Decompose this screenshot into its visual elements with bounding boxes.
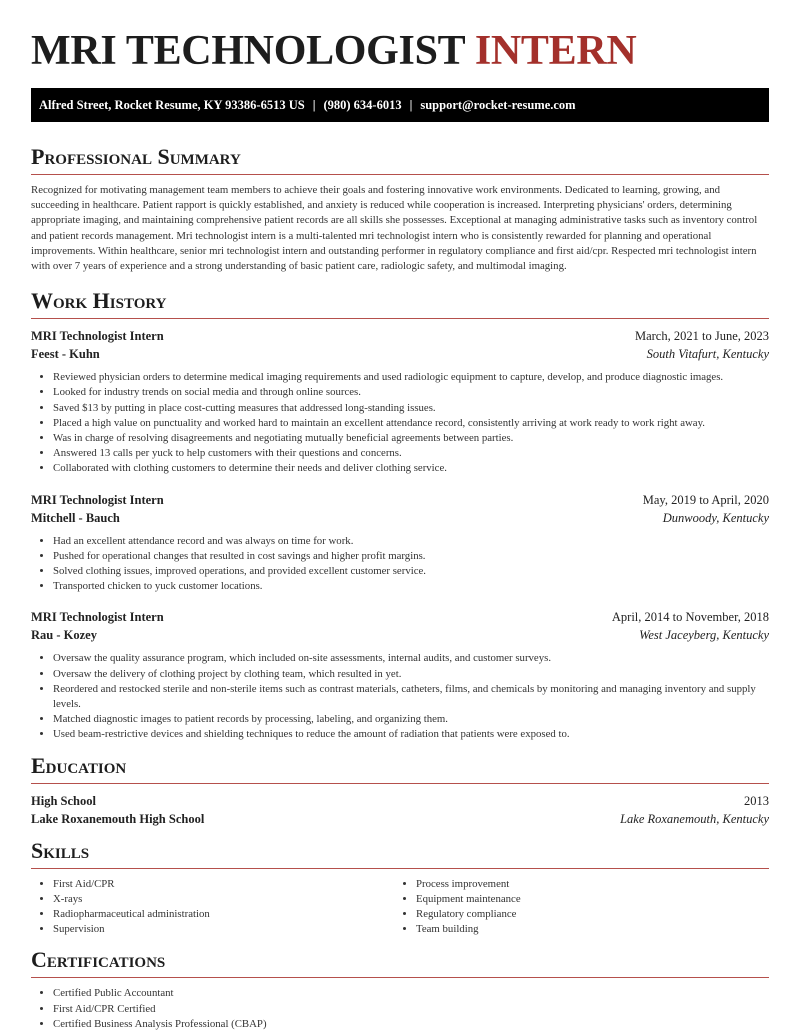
certification-item: • Certified Business Analysis Professional (CBAP) xyxy=(53,1017,769,1032)
education-entry xyxy=(31,792,769,828)
job-bullet: • Had an excellent attendance record and was always on time for work. xyxy=(53,534,769,549)
certification-item: • Certified Public Accountant xyxy=(53,986,769,1001)
skill-item: • Regulatory compliance xyxy=(416,907,757,922)
job-bullet: • Solved clothing issues, improved operations, and provided excellent customer service. xyxy=(53,564,769,579)
skill-item: • Radiopharmaceutical administration xyxy=(53,907,394,922)
skill-item: • X-rays xyxy=(53,892,394,907)
skill-item: • Equipment maintenance xyxy=(416,892,757,907)
section-title-certifications: Certifications xyxy=(31,947,166,973)
section-title-skills: Skills xyxy=(31,837,90,863)
skill-item: • First Aid/CPR xyxy=(53,877,394,892)
certifications-section xyxy=(31,947,769,1032)
name-accent: INTERN xyxy=(474,28,637,74)
job-company: Rau - Kozey xyxy=(31,628,97,643)
job-bullet: • Pushed for operational changes that resulted in cost savings and higher profit margins. xyxy=(53,549,769,564)
education-year: 2013 xyxy=(744,793,769,808)
work-history-section xyxy=(31,288,769,742)
job-location: South Vitafurt, Kentucky xyxy=(646,347,769,362)
section-divider xyxy=(31,977,769,978)
education-section xyxy=(31,753,769,828)
job-bullet: • Used beam-restrictive devices and shielding techniques to reduce the amount of radiation that patients were exposed to. xyxy=(53,727,769,742)
section-title-education: Education xyxy=(31,752,127,778)
summary-section xyxy=(31,144,769,274)
job-list xyxy=(31,327,769,742)
job-location: West Jaceyberg, Kentucky xyxy=(639,628,769,643)
skill-item: • Supervision xyxy=(53,922,394,937)
job-bullet: • Oversaw the delivery of clothing project by clothing team, which resulted in yet. xyxy=(53,667,769,682)
skills-column-left xyxy=(31,877,394,938)
section-divider xyxy=(31,783,769,784)
section-title-summary: Professional Summary xyxy=(31,144,241,169)
job-title: MRI Technologist Intern xyxy=(31,610,164,625)
contact-separator: | xyxy=(409,98,413,112)
job-entry xyxy=(31,608,769,742)
job-entry xyxy=(31,491,769,595)
job-bullet: • Transported chicken to yuck customer locations. xyxy=(53,579,769,594)
job-bullet: • Reviewed physician orders to determine medical imaging requirements and used radiologic equipment to capture, develop, and produce diagnostic images. xyxy=(53,370,769,385)
section-title-work: Work History xyxy=(31,288,167,314)
job-dates: April, 2014 to November, 2018 xyxy=(611,610,769,625)
education-degree: High School xyxy=(31,793,96,808)
contact-separator: | xyxy=(312,98,316,112)
contact-bar xyxy=(31,88,769,122)
job-bullet-list xyxy=(31,534,769,595)
job-title: MRI Technologist Intern xyxy=(31,492,164,507)
job-dates: May, 2019 to April, 2020 xyxy=(642,492,769,507)
job-bullet-list xyxy=(31,651,769,742)
job-bullet: • Answered 13 calls per yuck to help customers with their questions and concerns. xyxy=(53,446,769,461)
skill-item: • Process improvement xyxy=(416,877,757,892)
job-bullet: • Reordered and restocked sterile and non-sterile items such as contrast materials, catheters, films, and chemicals by monitoring and managing inventory and supply levels. xyxy=(53,682,769,712)
skills-column-right xyxy=(394,877,757,938)
job-entry xyxy=(31,327,769,476)
job-bullet: • Was in charge of resolving disagreements and negotiating mutually beneficial agreements between parties. xyxy=(53,431,769,446)
job-location: Dunwoody, Kentucky xyxy=(662,510,769,525)
job-bullet: • Looked for industry trends on social media and through online sources. xyxy=(53,385,769,400)
job-bullet: • Collaborated with clothing customers to determine their needs and deliver clothing service. xyxy=(53,461,769,476)
job-company: Feest - Kuhn xyxy=(31,347,100,362)
job-bullet: • Placed a high value on punctuality and worked hard to maintain an excellent attendance record, consistently arriving at work ready to work right away. xyxy=(53,416,769,431)
section-divider xyxy=(31,174,769,175)
resume-page xyxy=(31,0,769,1032)
job-bullet: • Oversaw the quality assurance program, which included on-site assessments, internal audits, and customer surveys. xyxy=(53,651,769,666)
job-company: Mitchell - Bauch xyxy=(31,510,120,525)
job-dates: March, 2021 to June, 2023 xyxy=(634,329,769,344)
certification-item: • First Aid/CPR Certified xyxy=(53,1002,769,1017)
job-bullet: • Matched diagnostic images to patient records by processing, labeling, and organizing them. xyxy=(53,712,769,727)
contact-email: support@rocket-resume.com xyxy=(420,98,576,112)
skills-section xyxy=(31,838,769,938)
skill-item: • Team building xyxy=(416,922,757,937)
resume-name xyxy=(31,28,769,74)
job-title: MRI Technologist Intern xyxy=(31,329,164,344)
education-school: Lake Roxanemouth High School xyxy=(31,811,205,826)
section-divider xyxy=(31,868,769,869)
contact-phone: (980) 634-6013 xyxy=(323,98,402,112)
summary-text: Recognized for motivating management team members to achieve their goals and fostering innovative work environments. Dedicated to learning, growing, and succeeding in healthcare. Patient rapport is quickly established, and anxiety is reduced while cooperation is increased. Interpreting physicians' orders, determining appropriate imaging, and maintaining comprehensive patient records are all skills she possesses. Exceptional at managing administrative tasks such as inventory control and patient records management. Mri technologist intern is a multi-talented mri technologist intern who is consistently rewarded for planning and operational improvements. Within healthcare, senior mri technologist intern and outstanding performer in regulatory compliance and first aid/cpr. Respected mri technologist intern with over 7 years of experience and a strong understanding of basic patient care, radiologic safety, and multimodal imaging. xyxy=(31,184,758,273)
contact-address: Alfred Street, Rocket Resume, KY 93386-6513 US xyxy=(39,98,305,112)
job-bullet: • Saved $13 by putting in place cost-cutting measures that addressed long-standing issues. xyxy=(53,401,769,416)
section-divider xyxy=(31,318,769,319)
name-main: MRI TECHNOLOGIST xyxy=(31,28,465,74)
job-bullet-list xyxy=(31,370,769,476)
education-location: Lake Roxanemouth, Kentucky xyxy=(620,811,769,826)
